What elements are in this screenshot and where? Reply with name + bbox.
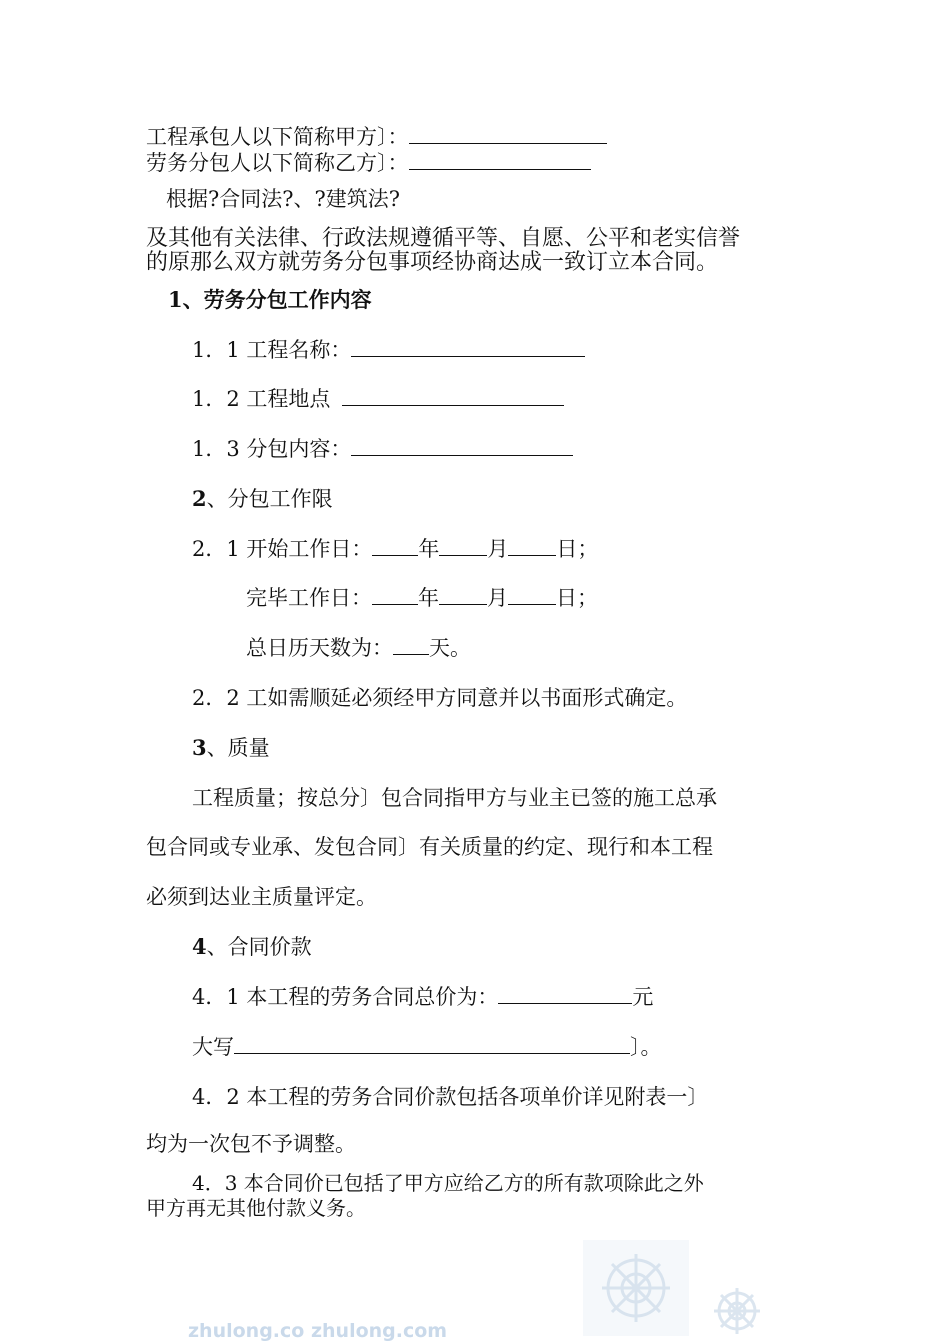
project-name-blank: [351, 338, 585, 357]
section-4-number: 4: [192, 934, 207, 959]
item-2-2: 2．2 工如需顺延必须经甲方同意并以书面形式确定。: [192, 686, 688, 710]
total-price-blank: [498, 985, 632, 1004]
end-year-blank: [372, 586, 418, 605]
daxie-blank: [234, 1035, 630, 1054]
section-2-number: 2: [192, 486, 207, 511]
item-1-1-label: 1．1 工程名称：: [192, 338, 352, 362]
item-1-2-label: 1．2 工程地点: [192, 387, 331, 411]
daxie-line: [192, 1034, 662, 1060]
section-2-heading: [192, 486, 333, 512]
quality-line-1: 工程质量；按总分〕包合同指甲方与业主已签的施工总承: [192, 786, 717, 810]
item-4-1: [192, 984, 653, 1010]
start-month-blank: [439, 537, 487, 556]
start-year-blank: [372, 537, 418, 556]
section-3-number: 3: [192, 735, 207, 760]
section-1-number: 1: [168, 287, 183, 312]
item-4-3-line-2: 甲方再无其他付款义务。: [146, 1196, 366, 1220]
section-3-heading: [192, 735, 270, 761]
item-1-3-label: 1．3 分包内容：: [192, 437, 352, 461]
total-price-label: 4．1 本工程的劳务合同总价为：: [192, 985, 499, 1009]
watermark-logo-small: [708, 1282, 766, 1340]
start-date-label: 2．1 开始工作日：: [192, 537, 373, 561]
daxie-close: 〕。: [630, 1035, 662, 1059]
quality-line-3: 必须到达业主质量评定。: [146, 885, 377, 909]
subcontract-content-blank: [351, 437, 573, 456]
total-days-blank: [393, 636, 429, 655]
item-4-2-line-1: 4．2 本工程的劳务合同价款包括各项单价详见附表一〕: [192, 1085, 709, 1109]
party-b-line: [146, 150, 591, 176]
quality-line-2: 包合同或专业承、发包合同〕有关质量的约定、现行和本工程: [146, 835, 713, 859]
total-days-label: 总日历天数为：: [246, 636, 393, 660]
end-day-label: 日；: [556, 586, 598, 610]
section-2-title: 、分包工作限: [206, 487, 333, 511]
item-2-1-end: [246, 585, 598, 611]
end-month-blank: [439, 586, 487, 605]
start-year-label: 年: [418, 537, 440, 561]
start-month-label: 月: [487, 537, 509, 561]
end-date-label: 完毕工作日：: [246, 586, 372, 610]
watermark-text: zhulong.co zhulong.com: [188, 1320, 448, 1342]
basis-line: 根据?合同法?、?建筑法?: [166, 187, 401, 211]
intro-line-2: 的原那么双方就劳务分包事项经协商达成一致订立本合同。: [146, 250, 719, 275]
item-1-1: [192, 337, 585, 363]
party-b-label: 劳务分包人以下简称乙方〕：: [146, 151, 409, 175]
start-day-label: 日；: [556, 537, 599, 561]
watermark-logo-large: [583, 1240, 689, 1336]
section-1-heading: [168, 287, 372, 313]
daxie-label: 大写: [192, 1035, 234, 1059]
item-4-3-line-1: 4．3 本合同价已包括了甲方应给乙方的所有款项除此之外: [192, 1171, 704, 1195]
section-4-heading: [192, 934, 312, 960]
intro-line-1: 及其他有关法律、行政法规遵循平等、自愿、公平和老实信誉: [146, 226, 741, 251]
party-a-blank: [409, 125, 607, 144]
item-1-3: [192, 436, 573, 462]
project-location-blank: [342, 387, 564, 406]
end-year-label: 年: [418, 586, 439, 610]
section-1-title: 、劳务分包工作内容: [182, 287, 372, 312]
party-a-line: [146, 124, 607, 150]
party-a-label: 工程承包人以下简称甲方〕：: [146, 125, 409, 149]
start-day-blank: [508, 537, 556, 556]
party-b-blank: [409, 151, 591, 170]
total-days-unit: 天。: [429, 636, 471, 660]
item-1-2: [192, 386, 564, 412]
end-day-blank: [508, 586, 556, 605]
end-month-label: 月: [487, 586, 508, 610]
section-3-title: 、质量: [206, 736, 270, 760]
section-4-title: 、合同价款: [206, 935, 312, 959]
item-2-1-total: [246, 635, 471, 661]
item-2-1-start: [192, 536, 598, 562]
item-4-2-line-2: 均为一次包不予调整。: [146, 1132, 356, 1156]
currency-unit: 元: [632, 985, 654, 1009]
